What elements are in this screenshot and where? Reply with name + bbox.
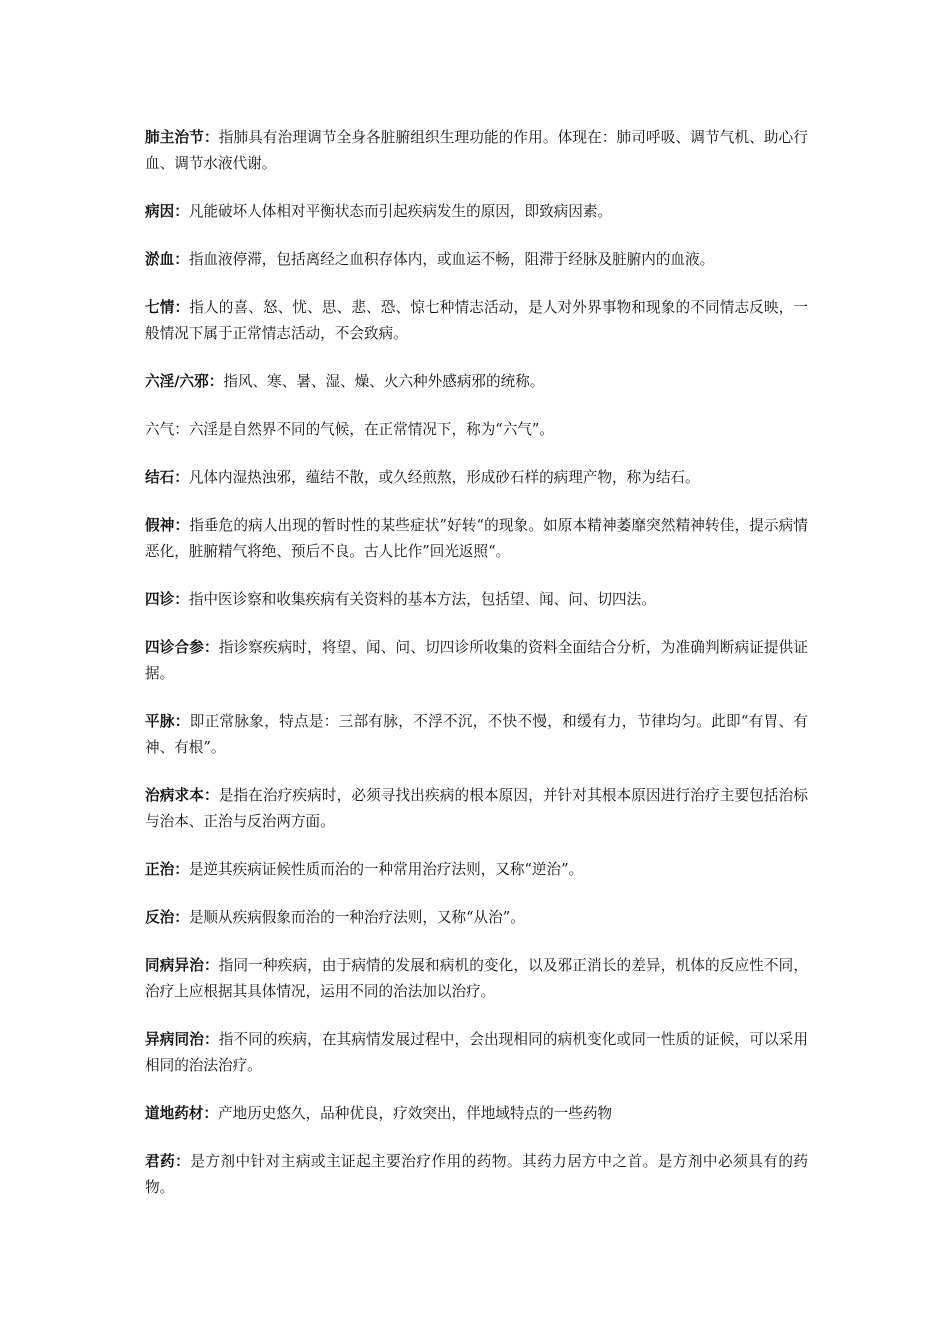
term-separator: ： <box>203 1105 218 1122</box>
term-separator: ： <box>203 957 219 974</box>
definition: 指垂危的病人出现的暂时性的某些症状”好转“的现象。如原本精神萎靡突然精神转佳，提示病情恶化，脏腑精气将绝、预后不良。古人比作”回光返照“。 <box>145 517 808 560</box>
term: 淤血 <box>145 251 175 268</box>
definition: 指不同的疾病，在其病情发展过程中，会出现相同的病机变化或同一性质的证候，可以采用相同的治法治疗。 <box>145 1031 808 1074</box>
term: 肺主治节 <box>145 129 204 146</box>
definition: 指诊察疾病时，将望、闻、问、切四诊所收集的资料全面结合分析，为准确判断病证提供证据。 <box>145 639 808 682</box>
entry-tong-bing-yi-zhi <box>145 953 808 1005</box>
definition: 是指在治疗疾病时，必须寻找出疾病的根本原因，并针对其根本原因进行治疗主要包括治标与治本、正治与反治两方面。 <box>145 787 808 830</box>
entry-jia-shen <box>145 513 808 565</box>
definition: 六淫是自然界不同的气候，在正常情况下，称为“六气”。 <box>188 421 554 438</box>
term: 道地药材 <box>145 1105 204 1122</box>
definition: 是方剂中针对主病或主证起主要治疗作用的药物。其药力居方中之首。是方剂中必须具有的药物。 <box>145 1153 808 1196</box>
term-separator: ： <box>203 639 219 656</box>
entry-si-zhen-he-can <box>145 635 808 687</box>
term-separator: ： <box>174 861 189 878</box>
term-separator: ： <box>174 909 189 926</box>
term: 君药 <box>145 1153 176 1170</box>
term: 四诊 <box>145 591 175 608</box>
entry-jun-yao <box>145 1149 808 1201</box>
definition: 指人的喜、怒、忧、思、悲、恐、惊七种情志活动，是人对外界事物和现象的不同情志反映，一般情况下属于正常情志活动，不会致病。 <box>145 299 808 342</box>
term-separator: ： <box>174 469 189 486</box>
term-separator: ： <box>174 713 190 730</box>
term-separator: ： <box>174 421 189 438</box>
entry-qi-qing <box>145 295 808 347</box>
term: 同病异治 <box>145 957 204 974</box>
definition: 是逆其疾病证候性质而治的一种常用治疗法则，又称“逆治”。 <box>188 861 584 878</box>
term: 正治 <box>145 861 175 878</box>
entry-liu-qi <box>145 417 808 443</box>
term: 平脉 <box>145 713 175 730</box>
term: 病因 <box>145 203 175 220</box>
definition: 指风、寒、暑、湿、燥、火六种外感病邪的统称。 <box>223 373 545 390</box>
entry-fan-zhi <box>145 905 808 931</box>
definition: 指同一种疾病，由于病情的发展和病机的变化，以及邪正消长的差异，机体的反应性不同，治疗上应根据其具体情况，运用不同的治法加以治疗。 <box>145 957 808 1000</box>
term-separator: ： <box>208 373 224 390</box>
entry-ping-mai <box>145 709 808 761</box>
term: 治病求本 <box>145 787 204 804</box>
term-separator: ： <box>174 203 189 220</box>
term-separator: ： <box>203 787 219 804</box>
term: 七情 <box>145 299 175 316</box>
term-separator: ： <box>174 251 189 268</box>
document-page <box>145 125 808 1223</box>
entry-dao-di-yao-cai <box>145 1101 808 1127</box>
entry-si-zhen <box>145 587 808 613</box>
entry-zhi-bing-qiu-ben <box>145 783 808 835</box>
term-separator: ： <box>174 299 190 316</box>
term: 假神 <box>145 517 175 534</box>
term: 异病同治 <box>145 1031 204 1048</box>
term-separator: ： <box>175 1153 191 1170</box>
term: 六气 <box>145 421 175 438</box>
term-separator: ： <box>203 1031 219 1048</box>
entry-liu-yin <box>145 369 808 395</box>
entry-bing-yin <box>145 199 808 225</box>
definition: 凡体内湿热浊邪，蕴结不散，或久经煎熬，形成砂石样的病理产物，称为结石。 <box>188 469 700 486</box>
definition: 指肺具有治理调节全身各脏腑组织生理功能的作用。体现在：肺司呼吸、调节气机、助心行血、调节水液代谢。 <box>145 129 808 172</box>
term: 六淫/六邪 <box>145 373 209 390</box>
definition: 是顺从疾病假象而治的一种治疗法则，又称“从治”。 <box>188 909 525 926</box>
entry-yu-xue <box>145 247 808 273</box>
term: 反治 <box>145 909 175 926</box>
definition: 即正常脉象，特点是：三部有脉，不浮不沉，不快不慢，和缓有力，节律均匀。此即“有胃、有神、有根”。 <box>145 713 808 756</box>
entry-yi-bing-tong-zhi <box>145 1027 808 1079</box>
entry-zheng-zhi <box>145 857 808 883</box>
term: 四诊合参 <box>145 639 204 656</box>
term-separator: ： <box>203 129 219 146</box>
definition: 产地历史悠久，品种优良，疗效突出，伴地域特点的一些药物 <box>218 1105 613 1122</box>
term-separator: ： <box>174 591 189 608</box>
entry-jie-shi <box>145 465 808 491</box>
entry-fei-zhu-zhi-jie <box>145 125 808 177</box>
definition: 指血液停滞，包括离经之血积存体内，或血运不畅，阻滞于经脉及脏腑内的血液。 <box>188 251 715 268</box>
term: 结石 <box>145 469 175 486</box>
term-separator: ： <box>174 517 190 534</box>
definition: 凡能破坏人体相对平衡状态而引起疾病发生的原因，即致病因素。 <box>188 203 613 220</box>
definition: 指中医诊察和收集疾病有关资料的基本方法，包括望、闻、问、切四法。 <box>188 591 656 608</box>
